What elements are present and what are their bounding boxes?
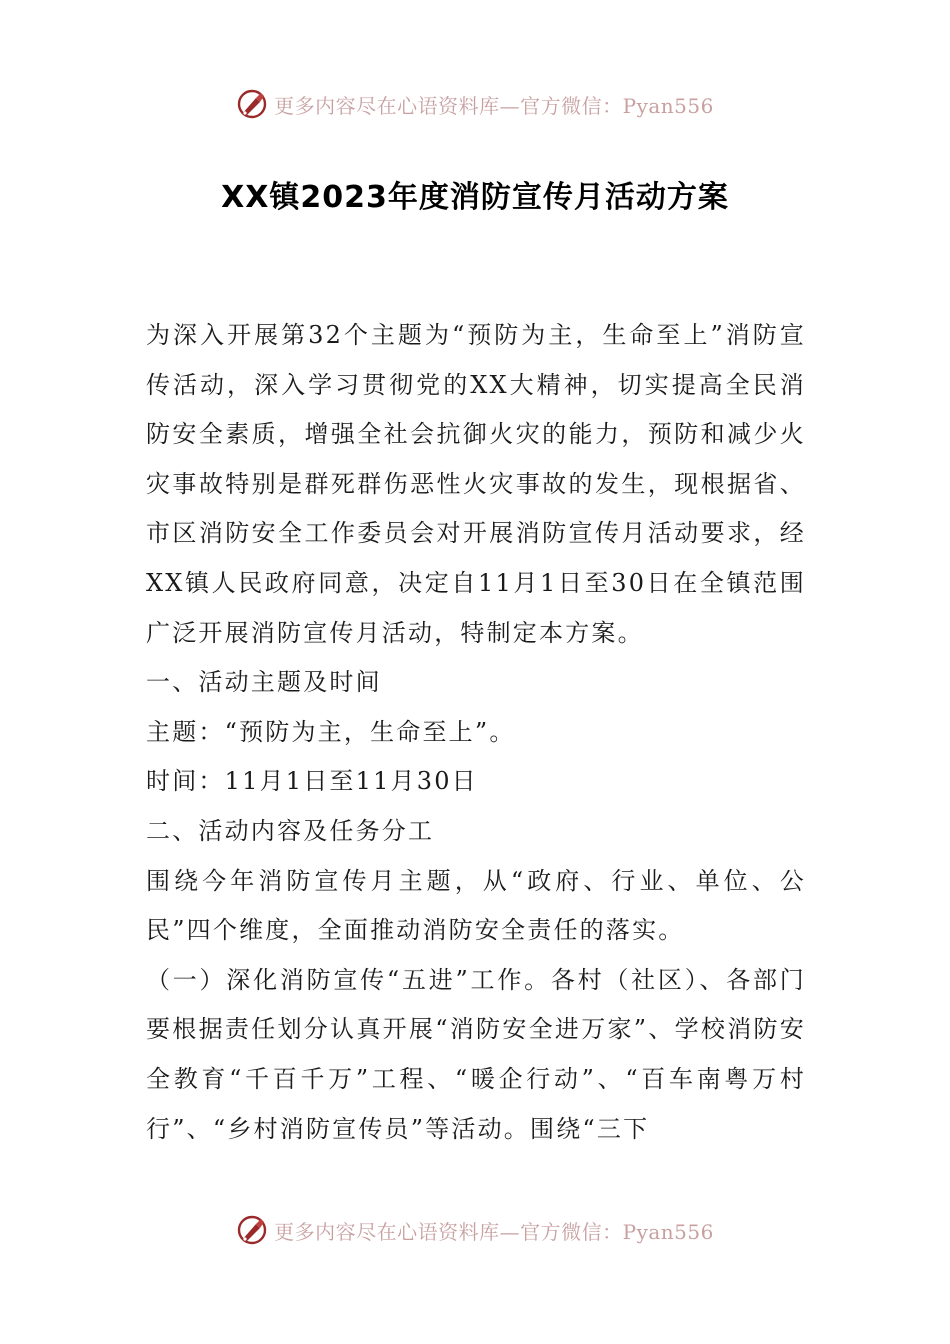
- section-heading-1: 一、活动主题及时间: [146, 668, 382, 697]
- section2-intro-paragraph: 围绕今年消防宣传月主题，从“政府、行业、单位、公民”四个维度，全面推动消防安全责任的落实。: [146, 866, 806, 945]
- theme-line: 主题：“预防为主，生命至上”。: [146, 717, 516, 746]
- pen-nib-circle-icon: [236, 88, 268, 120]
- watermark-banner-bottom: [0, 1210, 950, 1250]
- document-title: XX镇2023年度消防宣传月活动方案: [221, 180, 729, 215]
- watermark-text: 更多内容尽在心语资料库—官方微信：Pyan556: [274, 93, 714, 118]
- intro-paragraph: 为深入开展第32个主题为“预防为主，生命至上”消防宣传活动，深入学习贯彻党的XX大精神，切实提高全民消防安全素质，增强全社会抗御火灾的能力，预防和减少火灾事故特别是群死群伤恶性火灾事故的发生，现根据省、市区消防安全工作委员会对开展消防宣传月活动要求，经XX镇人民政府同意，决定自11月1日至30日在全镇范围广泛开展消防宣传月活动，特制定本方案。: [146, 321, 806, 647]
- time-line: 时间：11月1日至11月30日: [146, 767, 478, 796]
- watermark-text: 更多内容尽在心语资料库—官方微信：Pyan556: [274, 1219, 714, 1244]
- pen-nib-circle-icon: [236, 1214, 268, 1246]
- document-body: [146, 311, 806, 1154]
- item-1-paragraph: （一）深化消防宣传“五进”工作。各村（社区）、各部门要根据责任划分认真开展“消防安全进万家”、学校消防安全教育“千百千万”工程、“暖企行动”、“百车南粤万村行”、“乡村消防宣传员”等活动。围绕“三下: [146, 965, 806, 1143]
- section-heading-2: 二、活动内容及任务分工: [146, 816, 435, 845]
- watermark-banner-top: [0, 84, 950, 124]
